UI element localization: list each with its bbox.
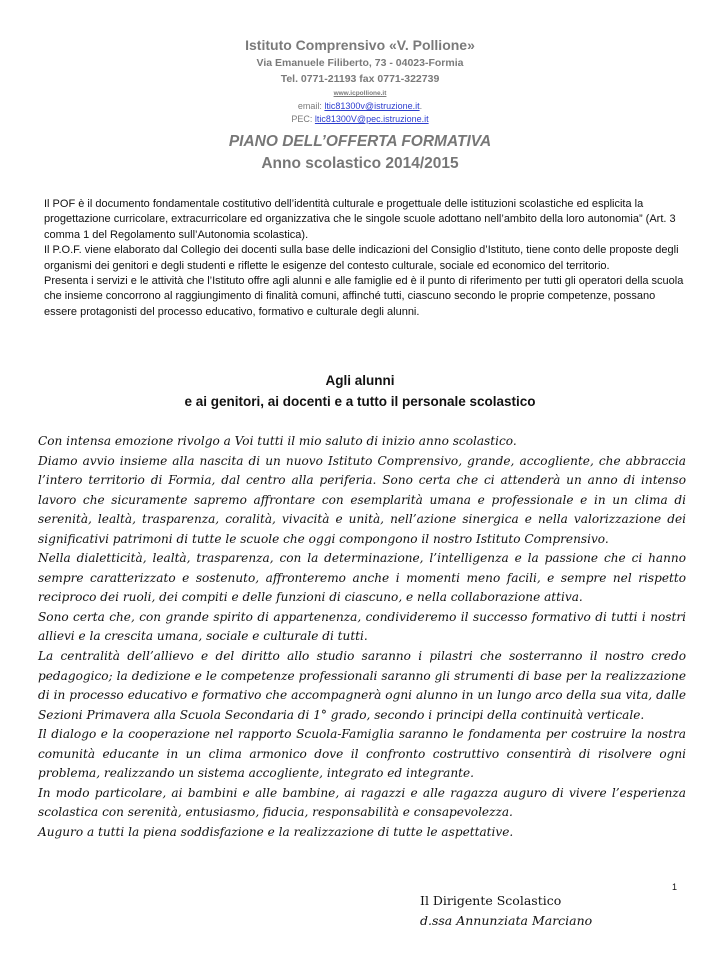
school-name: Istituto Comprensivo «V. Pollione» bbox=[245, 37, 475, 53]
school-phone-fax: Tel. 0771-21193 fax 0771-322739 bbox=[280, 73, 440, 85]
school-pec-line bbox=[0, 114, 720, 124]
email-label: email: bbox=[297, 101, 322, 111]
pof-introduction bbox=[44, 197, 684, 320]
school-address: Via Emanuele Filiberto, 73 - 04023-Formia bbox=[256, 57, 464, 69]
intro-paragraph: Presenta i servizi e le attività che l’Istituto offre agli alunni e alle famiglie ed è il punto di riferimento per tutti gli operatori della scuola che insieme concorrono al raggiungimento di finalità comuni, affinché tutti, ciascuno secondo le proprie competenze, possano essere protagonisti del processo educativo, formativo e culturale degli alunni. bbox=[44, 275, 684, 318]
email-link[interactable]: ltic81300v@istruzione.it bbox=[324, 101, 420, 111]
signature-role: Il Dirigente Scolastico bbox=[420, 893, 562, 908]
letter-paragraph: Nella dialetticità, lealtà, trasparenza, con la determinazione, l’intelligenza e la passione che ci hanno sempre caratterizzato e sostenuto, affronteremo anche i momenti meno facili, e sempre nel rispetto reciproco dei ruoli, dei compiti e delle funzioni di ciascuno, e nella collaborazione attiva. bbox=[38, 551, 686, 605]
letter-paragraph: La centralità dell’allievo e del diritto allo studio saranno i pilastri che sosterranno il nostro credo pedagogico; la dedizione e le competenze professionali saranno gli strumenti di base per la realizzazione di in processo educativo e formativo che accompagnerà ogni alunno in un lungo arco della sua vita, dalle Sezioni Primavera alla Scuola Secondaria di 1° grado, secondo i principi della continuità verticale. bbox=[38, 649, 686, 722]
letter-paragraph: Diamo avvio insieme alla nascita di un nuovo Istituto Comprensivo, grande, accogliente, che abbraccia l’intero territorio di Formia, dal centro alla periferia. Sono certa che ci attenderà un anno di intenso lavoro che sicuramente sapremo affrontare con esemplarità umana e professionale e in un clima di serenità, lealtà, trasparenza, coralità, vivacità e unità, nell’azione sinergica e nella valorizzazione dei significativi patrimoni di tutte le scuole che oggi compongono il nostro Istituto Comprensivo. bbox=[38, 453, 686, 546]
school-website-link[interactable]: www.icpollione.it bbox=[333, 90, 387, 97]
pec-link[interactable]: ltic81300V@pec.istruzione.it bbox=[314, 114, 429, 124]
intro-paragraph: Il POF è il documento fondamentale costitutivo dell’identità culturale e progettuale delle istituzioni scolastiche ed esplicita la progettazione curricolare, extracurricolare ed organizzativa che le singole scuole adottano nell’ambito della loro autonomia” (Art. 3 comma 1 del Regolamento sull’Autonomia scolastica). bbox=[44, 198, 676, 241]
school-year: Anno scolastico 2014/2015 bbox=[261, 155, 459, 172]
letter-paragraph: In modo particolare, ai bambini e alle bambine, ai ragazzi e alle ragazza auguro di vivere l’esperienza scolastica con serenità, entusiasmo, fiducia, responsabilità e consapevolezza. bbox=[38, 785, 686, 820]
page-number: 1 bbox=[672, 882, 678, 892]
letter-paragraph: Il dialogo e la cooperazione nel rapporto Scuola-Famiglia saranno le fondamenta per costruire la nostra comunità educante in un clima armonico dove il confronto costruttivo consentirà di risolvere ogni problema, realizzando un sistema accogliente, integrato ed integrante. bbox=[38, 727, 686, 781]
greeting-letter bbox=[38, 432, 686, 842]
addressee-line-1: Agli alunni bbox=[325, 373, 395, 388]
signature-name: d.ssa Annunziata Marciano bbox=[420, 913, 593, 928]
letter-paragraph: Auguro a tutti la piena soddisfazione e la realizzazione di tutte le aspettative. bbox=[38, 824, 514, 839]
document-title: PIANO DELL’OFFERTA FORMATIVA bbox=[228, 133, 492, 150]
intro-paragraph: Il P.O.F. viene elaborato dal Collegio dei docenti sulla base delle indicazioni del Consiglio d’Istituto, tiene conto delle proposte degli organismi dei genitori e degli studenti e riflette le esigenze del contesto culturale, sociale ed economico del territorio. bbox=[44, 244, 679, 272]
letter-paragraph: Sono certa che, con grande spirito di appartenenza, condivideremo il successo formativo di tutti i nostri allievi e la crescita umana, sociale e culturale di tutti. bbox=[38, 609, 686, 644]
pec-label: PEC: bbox=[291, 114, 313, 124]
school-email-line: email: ltic81300v@istruzione.it. bbox=[297, 101, 423, 111]
letter-paragraph: Con intensa emozione rivolgo a Voi tutti il mio saluto di inizio anno scolastico. bbox=[38, 434, 517, 448]
addressee-line-2: e ai genitori, ai docenti e a tutto il personale scolastico bbox=[184, 394, 536, 409]
